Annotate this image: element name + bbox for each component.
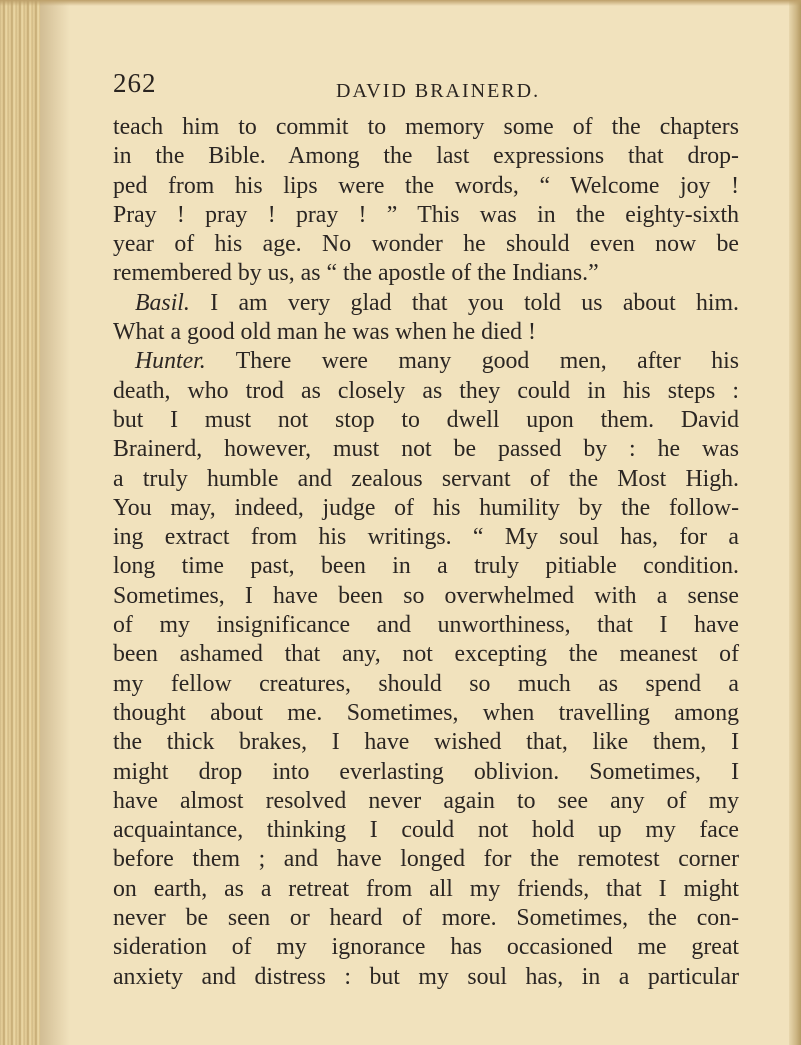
text-line: the thick brakes, I have wished that, like them, I [113, 729, 739, 756]
page-number: 262 [113, 68, 157, 98]
text-line: of my insignificance and unworthiness, that I have [113, 612, 739, 639]
text-line: on earth, as a retreat from all my friends, that I might [113, 875, 739, 902]
text-line: ing extract from his writings. “ My soul has, for a [113, 524, 739, 551]
text-line: Sometimes, I have been so overwhelmed with a sense [113, 582, 739, 609]
text-line: remembered by us, as “ the apostle of the Indians.” [113, 260, 599, 287]
dialogue-basil [113, 289, 739, 318]
text-line: death, who trod as closely as they could in his steps : [113, 377, 739, 404]
text-line: anxiety and distress : but my soul has, in a particular [113, 963, 739, 990]
speaker-basil: Basil. [135, 289, 190, 316]
text-line: been ashamed that any, not excepting the meanest of [113, 641, 739, 668]
dialogue-hunter [113, 347, 739, 376]
text-line: acquaintance, thinking I could not hold up my face [113, 817, 739, 844]
text-line: have almost resolved never again to see any of my [113, 787, 739, 814]
text-line: a truly humble and zealous servant of the Most High. [113, 465, 739, 492]
text-line: What a good old man he was when he died ! [113, 319, 536, 346]
book-binding-edge [0, 0, 40, 1045]
text-line: You may, indeed, judge of his humility by the follow- [113, 494, 739, 521]
text-line: before them ; and have longed for the remotest corner [113, 846, 739, 873]
binding-shadow [40, 0, 70, 1045]
text-line: year of his age. No wonder he should even now be [113, 231, 739, 258]
dialogue-text: I am very glad that you told us about him. [189, 289, 739, 316]
text-line: ped from his lips were the words, “ Welcome joy ! [113, 172, 739, 199]
text-line: might drop into everlasting oblivion. Sometimes, I [113, 758, 739, 785]
page-top-edge [0, 0, 801, 6]
text-line: Brainerd, however, must not be passed by : he was [113, 436, 739, 463]
dialogue-text: There were many good men, after his [205, 348, 739, 375]
text-line: but I must not stop to dwell upon them. David [113, 406, 739, 433]
page-right-edge [789, 0, 801, 1045]
body-text [113, 113, 739, 992]
running-head: DAVID BRAINERD. [336, 80, 541, 102]
text-line: long time past, been in a truly pitiable condition. [113, 553, 739, 580]
text-line: my fellow creatures, should so much as spend a [113, 670, 739, 697]
text-line: sideration of my ignorance has occasioned me great [113, 934, 739, 961]
text-line: teach him to commit to memory some of the chapters [113, 114, 739, 140]
text-line: never be seen or heard of more. Sometimes, the con- [113, 905, 739, 932]
page-header [113, 68, 713, 108]
text-line: in the Bible. Among the last expressions that drop- [113, 143, 739, 170]
speaker-hunter: Hunter. [135, 348, 206, 375]
text-line: Pray ! pray ! pray ! ” This was in the eighty-sixth [113, 201, 739, 228]
text-line: thought about me. Sometimes, when travelling among [113, 699, 739, 726]
